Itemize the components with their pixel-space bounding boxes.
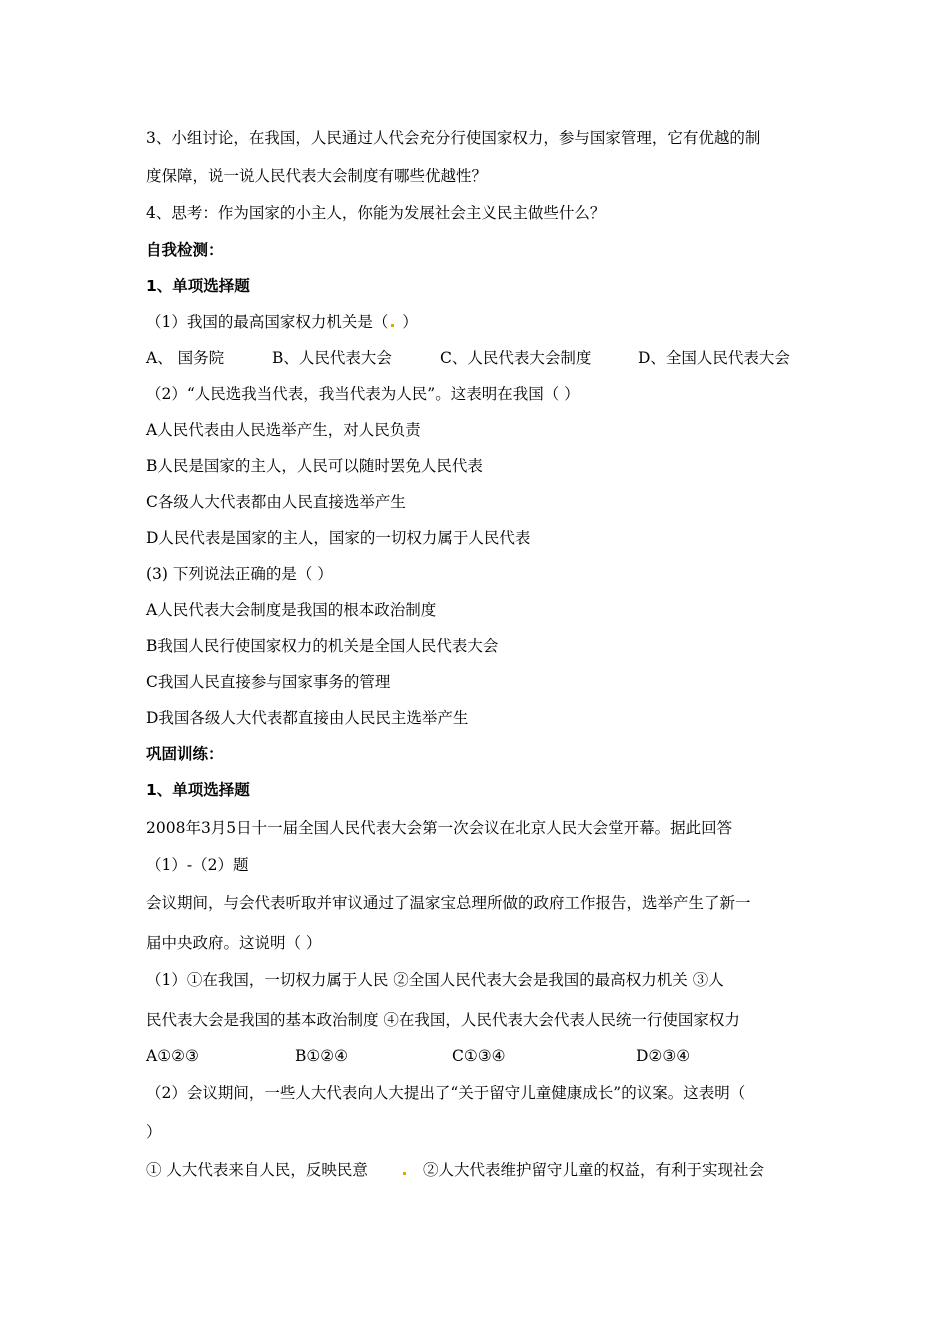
text-line: 届中央政府。这说明（ ） xyxy=(146,934,322,952)
option-c: C我国人民直接参与国家事务的管理 xyxy=(146,673,391,691)
option-c: C各级人大代表都由人民直接选举产生 xyxy=(146,493,406,511)
option-a: A①②③ xyxy=(146,1047,199,1065)
question-text: ） xyxy=(146,1123,162,1141)
question-text-part: （1）我国的最高国家权力机关是（ xyxy=(146,313,389,331)
question-text: （1）①在我国，一切权力属于人民 ②全国人民代表大会是我国的最高权力机关 ③人 xyxy=(146,971,724,989)
section-heading: 1、单项选择题 xyxy=(146,781,250,799)
section-heading: 自我检测： xyxy=(146,241,224,259)
question-text: （2）“人民选我当代表，我当代表为人民”。这表明在我国（ ） xyxy=(146,385,580,403)
text-line: 度保障，说一说人民代表大会制度有哪些优越性？ xyxy=(146,167,488,185)
mark-dot xyxy=(391,324,394,327)
option-a: A、 国务院 xyxy=(146,349,225,367)
text-line: 2008年3月5日十一届全国人民代表大会第一次会议在北京人民大会堂开幕。据此回答 xyxy=(146,819,733,837)
option-b: B、人民代表大会 xyxy=(272,349,392,367)
section-heading: 巩固训练： xyxy=(146,745,224,763)
option-d: D②③④ xyxy=(636,1047,691,1065)
option-d: D我国各级人大代表都直接由人民民主选举产生 xyxy=(146,709,469,727)
question-text-part: ②人大代表维护留守儿童的权益，有利于实现社会 xyxy=(422,1161,764,1179)
text-line: （1）-（2）题 xyxy=(146,856,249,874)
question-text: 民代表大会是我国的基本政治制度 ④在我国，人民代表大会代表人民统一行使国家权力 xyxy=(146,1011,740,1029)
option-b: B我国人民行使国家权力的机关是全国人民代表大会 xyxy=(146,637,499,655)
text-line: 会议期间，与会代表听取并审议通过了温家宝总理所做的政府工作报告，选举产生了新一 xyxy=(146,894,751,912)
question-text-part: ） xyxy=(397,313,418,331)
text-line: 4、思考：作为国家的小主人，你能为发展社会主义民主做些什么？ xyxy=(146,204,606,222)
question-text xyxy=(146,1160,764,1180)
option-a: A人民代表大会制度是我国的根本政治制度 xyxy=(146,601,437,619)
option-c: C①③④ xyxy=(452,1047,506,1065)
option-c: C、人民代表大会制度 xyxy=(440,349,592,367)
question-text-part: ① 人大代表来自人民，反映民意 xyxy=(146,1161,368,1179)
question-text: （2）会议期间，一些人大代表向人大提出了“关于留守儿童健康成长”的议案。这表明（ xyxy=(146,1084,746,1102)
option-b: B①②④ xyxy=(295,1047,349,1065)
mark-dot xyxy=(403,1172,406,1175)
option-d: D人民代表是国家的主人，国家的一切权力属于人民代表 xyxy=(146,529,531,547)
section-heading: 1、单项选择题 xyxy=(146,277,250,295)
option-b: B人民是国家的主人，人民可以随时罢免人民代表 xyxy=(146,457,483,475)
question-text: (3) 下列说法正确的是（ ） xyxy=(146,565,333,583)
option-d: D、全国人民代表大会 xyxy=(638,349,790,367)
text-line: 3、小组讨论，在我国，人民通过人代会充分行使国家权力，参与国家管理，它有优越的制 xyxy=(146,129,761,147)
option-a: A人民代表由人民选举产生，对人民负责 xyxy=(146,421,421,439)
question-text xyxy=(146,312,418,332)
